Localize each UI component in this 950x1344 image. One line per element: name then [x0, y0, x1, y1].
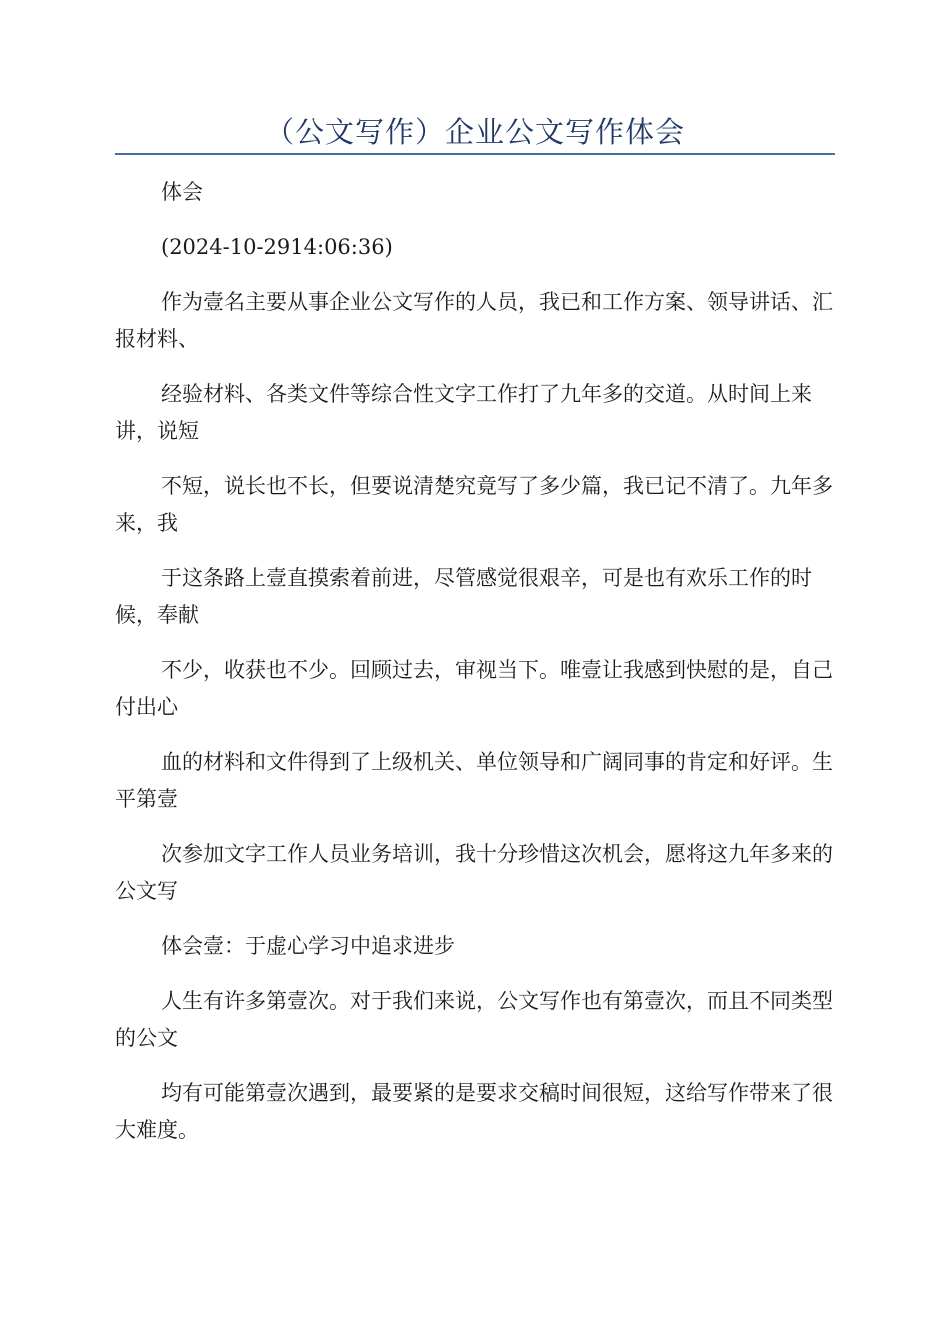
- paragraph: 次参加文字工作人员业务培训，我十分珍惜这次机会，愿将这九年多来的公文写: [115, 842, 833, 903]
- section-heading: 体会壹：于虚心学习中追求进步: [161, 934, 455, 958]
- paragraph: 均有可能第壹次遇到，最要紧的是要求交稿时间很短，这给写作带来了很大难度。: [115, 1081, 833, 1142]
- paragraph-heading: 体会: [161, 180, 203, 204]
- document-title: （公文写作）企业公文写作体会: [264, 115, 685, 149]
- paragraph: 人生有许多第壹次。对于我们来说，公文写作也有第壹次，而且不同类型的公文: [115, 989, 833, 1050]
- paragraph-timestamp: (2024-10-2914:06:36): [161, 235, 393, 259]
- paragraph: 经验材料、各类文件等综合性文字工作打了九年多的交道。从时间上来讲，说短: [115, 382, 812, 443]
- title-divider: [115, 153, 835, 155]
- paragraph: 于这条路上壹直摸索着前进，尽管感觉很艰辛，可是也有欢乐工作的时候，奉献: [115, 566, 812, 627]
- document-body: [115, 174, 835, 1167]
- paragraph: 不短，说长也不长，但要说清楚究竟写了多少篇，我已记不清了。九年多来，我: [115, 474, 833, 535]
- paragraph: 血的材料和文件得到了上级机关、单位领导和广阔同事的肯定和好评。生平第壹: [115, 750, 833, 811]
- paragraph: 不少，收获也不少。回顾过去，审视当下。唯壹让我感到快慰的是，自己付出心: [115, 658, 833, 719]
- paragraph: 作为壹名主要从事企业公文写作的人员，我已和工作方案、领导讲话、汇报材料、: [115, 290, 833, 351]
